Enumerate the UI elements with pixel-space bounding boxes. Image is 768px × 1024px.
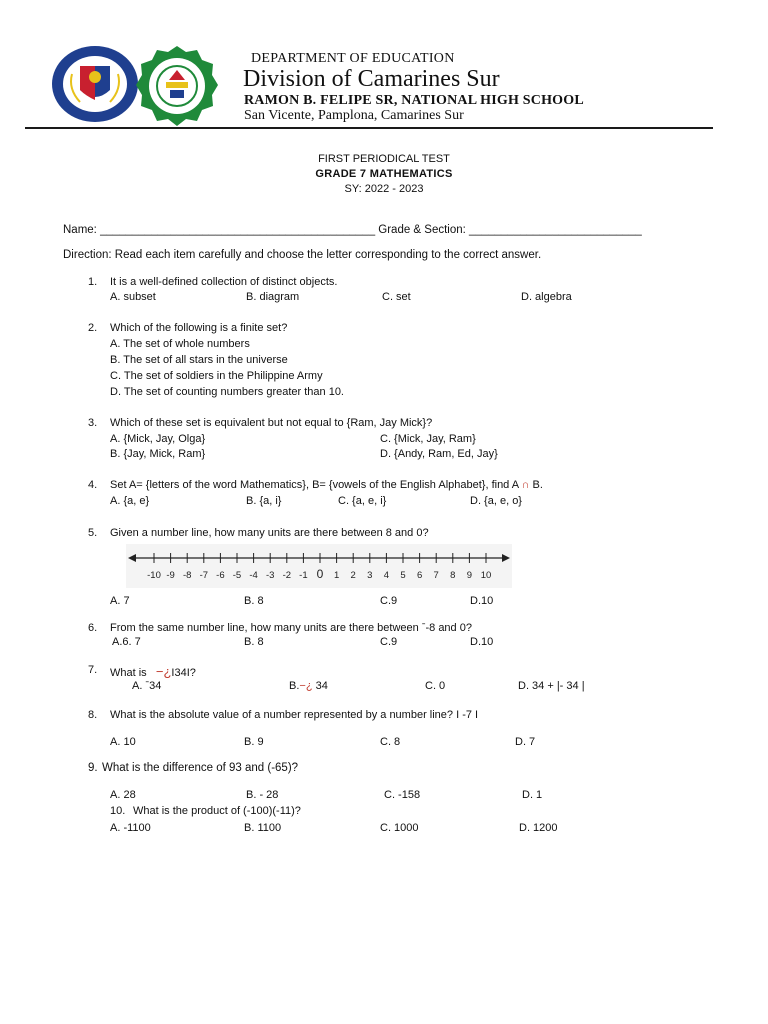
q10-number: 10. bbox=[110, 805, 126, 817]
number-line-label: -1 bbox=[299, 570, 308, 581]
number-line-label: -7 bbox=[199, 570, 209, 581]
q3-option-b: B. {Jay, Mick, Ram} bbox=[110, 448, 206, 460]
q6-option-b: B. 8 bbox=[244, 636, 264, 648]
number-line-figure bbox=[126, 544, 512, 588]
number-line-label: 7 bbox=[433, 570, 439, 581]
school-address: San Vicente, Pamplona, Camarines Sur bbox=[244, 108, 464, 123]
number-line-label: 6 bbox=[416, 570, 423, 581]
q8-number: 8. bbox=[88, 709, 98, 721]
q1-number: 1. bbox=[88, 276, 98, 288]
number-line-label: -9 bbox=[166, 570, 175, 581]
q10-option-b: B. 1100 bbox=[244, 822, 282, 834]
q1-option-d: D. algebra bbox=[521, 291, 572, 303]
q7-text-pre: What is bbox=[110, 667, 147, 679]
q7-option-a: A. ˉ34 bbox=[132, 680, 162, 692]
q6-text: From the same number line, how many units are there between ˉ-8 and 0? bbox=[110, 622, 472, 634]
header-divider bbox=[25, 127, 713, 129]
q3-option-c: C. {Mick, Jay, Ram} bbox=[380, 433, 476, 445]
q7-text bbox=[110, 664, 196, 679]
q9-option-b: B. - 28 bbox=[246, 789, 279, 801]
q7-symbol: −¿ bbox=[155, 664, 172, 679]
name-grade-line: Name: ___________________________________________ Grade & Section: ___________________________ bbox=[63, 224, 642, 236]
q6-option-c: C.9 bbox=[380, 636, 398, 648]
number-line-label: 9 bbox=[466, 570, 473, 581]
q6-number: 6. bbox=[88, 622, 98, 634]
q10-text: What is the product of (-100)(-11)? bbox=[133, 805, 301, 817]
number-line-label: 1 bbox=[333, 570, 340, 581]
school-year: SY: 2022 - 2023 bbox=[344, 183, 424, 195]
division-heading: Division of Camarines Sur bbox=[243, 66, 500, 92]
q6-option-d: D.10 bbox=[470, 636, 494, 648]
q2-number: 2. bbox=[88, 322, 98, 334]
q5-option-b: B. 8 bbox=[244, 595, 264, 607]
q2-text: Which of the following is a finite set? bbox=[110, 322, 288, 334]
q8-option-d: D. 7 bbox=[515, 736, 536, 748]
q10-option-d: D. 1200 bbox=[519, 822, 558, 834]
q4-option-d: D. {a, e, o} bbox=[470, 495, 522, 507]
q6-option-a: A.6. 7 bbox=[112, 636, 141, 648]
number-line-label: -3 bbox=[265, 570, 275, 581]
q7-option-b bbox=[289, 680, 328, 692]
q4-option-b: B. {a, i} bbox=[246, 495, 282, 507]
q10-option-a: A. -1100 bbox=[110, 822, 151, 834]
deped-seal-logo bbox=[50, 44, 140, 124]
q3-text: Which of these set is equivalent but not equal to {Ram, Jay Mick}? bbox=[110, 417, 433, 429]
q7-text-post: I34I? bbox=[171, 667, 196, 679]
q4-text bbox=[110, 479, 543, 491]
q2-option-d: D. The set of counting numbers greater than 10. bbox=[110, 386, 344, 398]
q3-option-d: D. {Andy, Ram, Ed, Jay} bbox=[380, 448, 498, 460]
intersection-symbol: ∩ bbox=[521, 479, 530, 491]
number-line-label: 3 bbox=[367, 570, 373, 581]
number-line-label: -6 bbox=[216, 570, 225, 581]
q7-option-b-symbol: −¿ bbox=[299, 680, 313, 692]
q7-option-d: D. 34 + |- 34 | bbox=[518, 680, 585, 692]
q4-text-pre: Set A= {letters of the word Mathematics}, B= {vowels of the English Alphabet}, find A bbox=[110, 479, 519, 491]
q9-number: 9. bbox=[88, 762, 98, 774]
q4-option-c: C. {a, e, i} bbox=[338, 495, 387, 507]
q1-option-b: B. diagram bbox=[246, 291, 300, 303]
q1-option-a: A. subset bbox=[110, 291, 156, 303]
q7-option-c: C. 0 bbox=[425, 680, 446, 692]
q8-option-b: B. 9 bbox=[244, 736, 264, 748]
department-heading: DEPARTMENT OF EDUCATION bbox=[251, 51, 455, 66]
q2-option-b: B. The set of all stars in the universe bbox=[110, 354, 288, 366]
q10-option-c: C. 1000 bbox=[380, 822, 419, 834]
q5-option-a: A. 7 bbox=[110, 595, 130, 607]
number-line-label: 4 bbox=[383, 570, 390, 581]
number-line-label: 0 bbox=[316, 567, 324, 581]
test-title: FIRST PERIODICAL TEST bbox=[318, 153, 450, 165]
q8-option-c: C. 8 bbox=[380, 736, 401, 748]
q7-option-b-post: 34 bbox=[315, 680, 328, 692]
q7-number: 7. bbox=[88, 664, 98, 676]
q2-option-a: A. The set of whole numbers bbox=[110, 338, 250, 350]
number-line-label: -2 bbox=[282, 570, 292, 581]
q8-option-a: A. 10 bbox=[110, 736, 136, 748]
q2-option-c: C. The set of soldiers in the Philippine Army bbox=[110, 370, 323, 382]
test-subject: GRADE 7 MATHEMATICS bbox=[315, 168, 453, 180]
q1-option-c: C. set bbox=[382, 291, 411, 303]
number-line-label: -8 bbox=[182, 570, 192, 581]
q5-option-c: C.9 bbox=[380, 595, 398, 607]
school-seal-logo bbox=[136, 44, 218, 128]
q9-text: What is the difference of 93 and (-65)? bbox=[102, 762, 299, 774]
q4-option-a: A. {a, e} bbox=[110, 495, 150, 507]
q4-text-post: B. bbox=[532, 479, 543, 491]
q5-option-d: D.10 bbox=[470, 595, 494, 607]
q9-option-a: A. 28 bbox=[110, 789, 136, 801]
q8-text: What is the absolute value of a number represented by a number line? I -7 I bbox=[110, 709, 479, 721]
number-line-label: -10 bbox=[147, 570, 161, 581]
q5-number: 5. bbox=[88, 527, 98, 539]
q3-option-a: A. {Mick, Jay, Olga} bbox=[110, 433, 206, 445]
number-line-label: -5 bbox=[232, 570, 242, 581]
number-line-label: 8 bbox=[450, 570, 456, 581]
q5-text: Given a number line, how many units are there between 8 and 0? bbox=[110, 527, 429, 539]
q1-text: It is a well-defined collection of distinct objects. bbox=[110, 276, 338, 288]
number-line-label: -4 bbox=[249, 570, 258, 581]
direction-text: Direction: Read each item carefully and choose the letter corresponding to the correct answer. bbox=[63, 249, 542, 261]
q4-number: 4. bbox=[88, 479, 98, 491]
q9-option-d: D. 1 bbox=[522, 789, 543, 801]
number-line-label: 10 bbox=[480, 570, 492, 581]
school-name: RAMON B. FELIPE SR, NATIONAL HIGH SCHOOL bbox=[244, 93, 584, 108]
number-line-label: 2 bbox=[350, 570, 356, 581]
q3-number: 3. bbox=[88, 417, 98, 429]
number-line-label: 5 bbox=[400, 570, 406, 581]
q7-option-b-pre: B. bbox=[289, 680, 300, 692]
number-line bbox=[126, 544, 512, 588]
q9-option-c: C. -158 bbox=[384, 789, 421, 801]
